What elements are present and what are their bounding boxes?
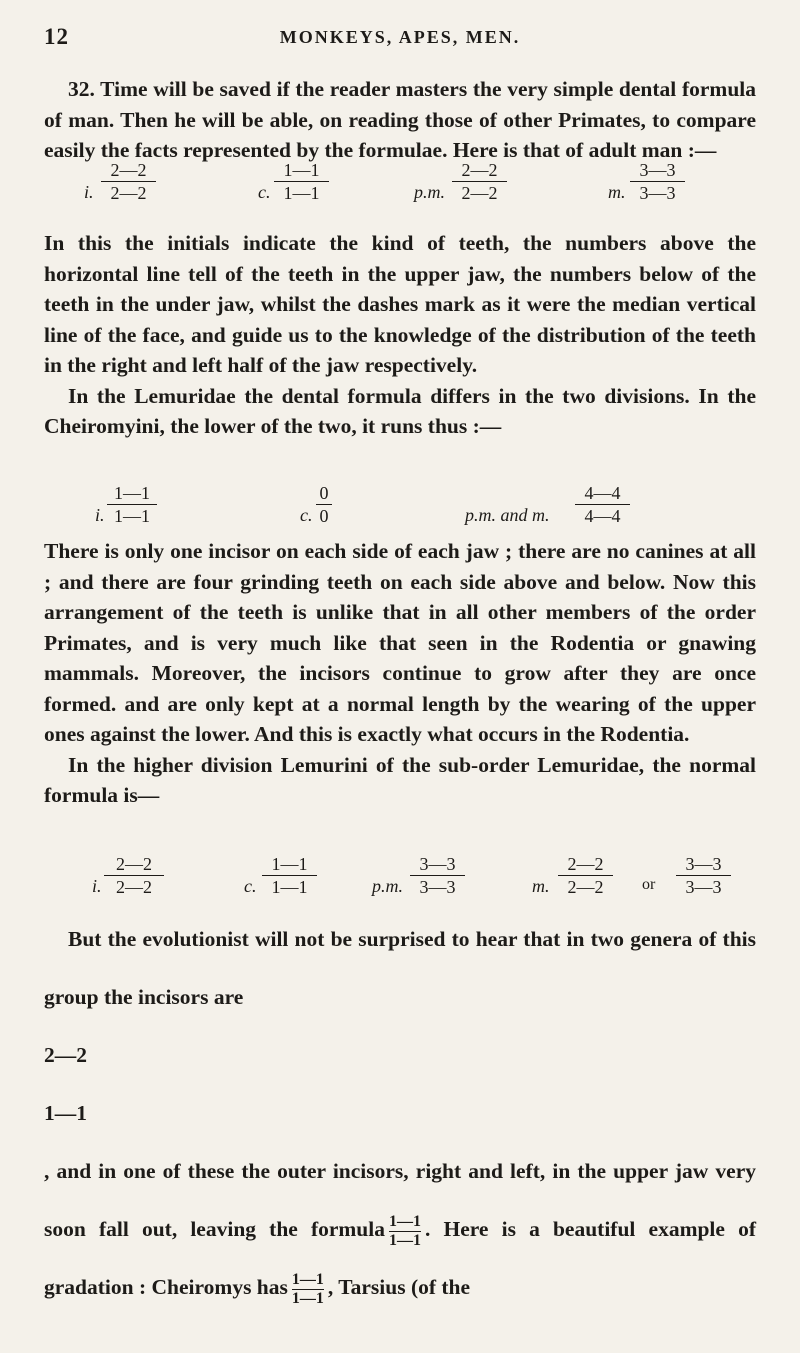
paragraph-rodentia: There is only one incisor on each side of each jaw ; there are no canines at all ; and there are four grinding teeth on each side above and below. Now this arrangement of the teeth is unlike that in all other members of the order Primates, and is very much like that seen in the Rodentia or gnawing mammals. Moreover, the incisors continue to grow after they are once formed. and are only kept at a normal length by the wearing of the upper ones against the lower. And this is exactly what occurs in the Rodentia. In the higher division Lemurini of the sub-order Lemuridae, the normal formula is— [44,539,756,807]
fraction: 0 0 [316,483,332,526]
paragraph-explanation: In this the initials indicate the kind of teeth, the numbers above the horizontal line tell of the teeth in the upper jaw, the numbers below of the teeth in the under jaw, whilst the dashes mark as it were the median vertical line of the face, and guide us to the knowledge of the distribution of the teeth in the right and left half of the jaw respectively. In the Lemuridae the dental formula differs in the two divisions. In the Cheiromyini, the lower of the two, it runs thus :— [44,231,756,438]
fraction: 3—3 3—3 [630,160,685,203]
fraction: 3—3 3—3 [410,854,465,897]
fraction: 2—2 2—2 [452,160,507,203]
running-title: MONKEYS, APES, MEN. [279,27,521,47]
fraction: 2—2 2—2 [558,854,613,897]
page-number: 12 [44,24,69,49]
fraction: 4—4 4—4 [575,483,630,526]
fraction: 1—1 1—1 [107,483,157,526]
book-page: 12 MONKEYS, APES, MEN. 32. Time will be saved if the reader masters the very simple dental formula of man. Then he will be able, on reading those of other Primates, to compare easily the facts represented by the formulae. Here is that of adult man :— i. 2—2 2—2 c. 1—1 1—1 p.m. 2—2 2—2 m. 3—3 3—3 In this the initials indicate the kind of teeth, the numbers above the horizontal line tell of the teeth in the upper jaw, the numbers below of the teeth in the under jaw, whilst the dashes mark as it were the median vertical line of the face, and guide us to the knowledge of the distribution of the teeth in the right and left half of the jaw respectively. In the Lemuridae the dental formula differs in the two divisions. In the Cheiromyini, the lower of the two, it runs thus :— i. 1—1 1—1 c. 0 0 p.m. and m. 4—4 4—4 There is only one incisor on each side of each jaw ; there are no canines at all ; and there are four grinding teeth on each side above and below. Now this arrangement of the teeth is unlike that in all other members of the order Primates, and is very much like that seen in the Rodentia or gnawing mammals. Moreover, the incisors continue to grow after they are once formed. and are only kept at a normal length by the wearing of the upper ones against the lower. And this is exactly what occurs in the Rodentia. In the higher division Lemurini of the sub-order Lemuridae, the normal formula is— i. 2—2 2—2 c. 1—1 1—1 p.m. 3—3 3—3 m. 2—2 2—2 or 3—3 3—3 But the evolutionist will not be surprised to hear that in two genera of this group the incisors are 2—2 1—1 , and in one of these the outer incisors, right and left, in the upper jaw very soon fall out, leaving the formula $\frac{1—1}{1—1}$ . Here is a beautiful example of gradation : Cheiromys has $\frac{1—1}{1—1}$ , Tarsius (of the [0,0,800,1353]
fraction: 2—2 2—2 [101,160,156,203]
fraction: 1—1 1—1 [262,854,317,897]
fraction: 2—2 2—2 [104,854,164,897]
inline-fraction: $\frac{1—1}{1—1}$ [389,1212,421,1249]
fraction: 1—1 1—1 [274,160,329,203]
fraction: 3—3 3—3 [676,854,731,897]
paragraph-32: 32. Time will be saved if the reader masters the very simple dental formula of man. Then he will be able, on reading those of other Primates, to compare easily the facts represented by the formulae. Here is that of adult man :— [44,77,756,162]
paragraph-evolutionist: But the evolutionist will not be surprised to hear that in two genera of this group the incisors are 2—2 1—1 , and in one of these the outer incisors, right and left, in the upper jaw very soon fall out, leaving the formula $\frac{1—1}{1—1}$ . Here is a beautiful example of gradation : Cheiromys has $\frac{1—1}{1—1}$ , Tarsius (of the [44,927,756,1307]
inline-fraction: $\frac{1—1}{1—1}$ [291,1270,324,1307]
